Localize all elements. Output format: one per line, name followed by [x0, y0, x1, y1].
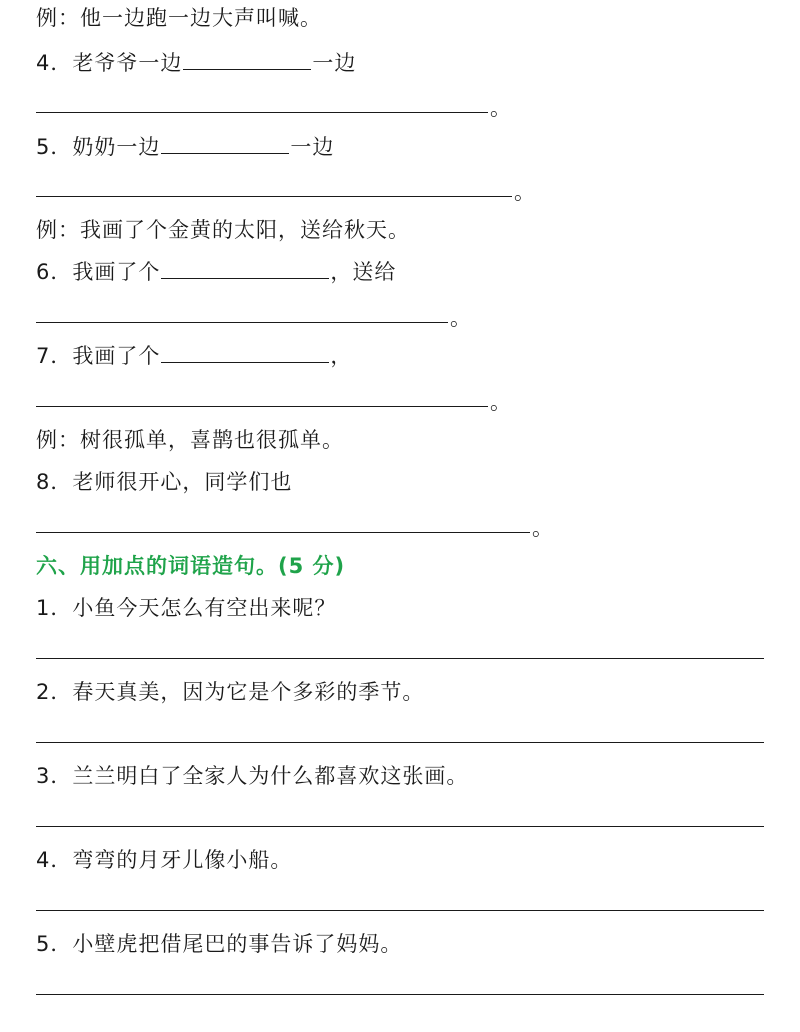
example-sentence-1: 例：他一边跑一边大声叫喊。	[36, 6, 322, 30]
example-sentence-3: 例：树很孤单，喜鹊也很孤单。	[36, 428, 344, 452]
answer-line[interactable]	[36, 910, 764, 911]
question-4-suffix: 一边	[312, 51, 357, 75]
question-4	[36, 49, 356, 77]
question-7	[36, 342, 352, 370]
example-sentence-2: 例：我画了个金黄的太阳，送给秋天。	[36, 218, 410, 242]
section-6-question-1: 1．小鱼今天怎么有空出来呢？	[36, 596, 337, 620]
question-6-prefix: 6．我画了个	[36, 260, 161, 284]
answer-line[interactable]	[36, 112, 488, 113]
question-5-suffix: 一边	[290, 135, 335, 159]
question-8: 8．老师很开心，同学们也	[36, 470, 293, 494]
question-5-prefix: 5．奶奶一边	[36, 135, 161, 159]
question-5	[36, 133, 334, 161]
answer-line[interactable]	[36, 196, 512, 197]
question-6	[36, 258, 396, 286]
sentence-period: 。	[532, 516, 553, 540]
answer-line[interactable]	[36, 532, 530, 533]
answer-blank[interactable]	[161, 133, 289, 154]
sentence-period: 。	[450, 306, 471, 330]
answer-line[interactable]	[36, 406, 488, 407]
question-4-prefix: 4．老爷爷一边	[36, 51, 183, 75]
section-6-heading: 六、用加点的词语造句。(5 分)	[36, 554, 346, 578]
sentence-period: 。	[490, 96, 511, 120]
section-6-question-3: 3．兰兰明白了全家人为什么都喜欢这张画。	[36, 764, 469, 788]
answer-line[interactable]	[36, 826, 764, 827]
sentence-period: 。	[514, 180, 535, 204]
answer-blank[interactable]	[161, 342, 329, 363]
answer-line[interactable]	[36, 742, 764, 743]
sentence-period: 。	[490, 390, 511, 414]
question-6-suffix: ，送给	[330, 260, 397, 284]
answer-line[interactable]	[36, 658, 764, 659]
section-6-question-2: 2．春天真美，因为它是个多彩的季节。	[36, 680, 425, 704]
section-6-question-4: 4．弯弯的月牙儿像小船。	[36, 848, 293, 872]
question-7-prefix: 7．我画了个	[36, 344, 161, 368]
answer-line[interactable]	[36, 994, 764, 995]
answer-line[interactable]	[36, 322, 448, 323]
answer-blank[interactable]	[183, 49, 311, 70]
answer-blank[interactable]	[161, 258, 329, 279]
question-7-suffix: ，	[330, 344, 353, 368]
section-6-question-5: 5．小壁虎把借尾巴的事告诉了妈妈。	[36, 932, 403, 956]
